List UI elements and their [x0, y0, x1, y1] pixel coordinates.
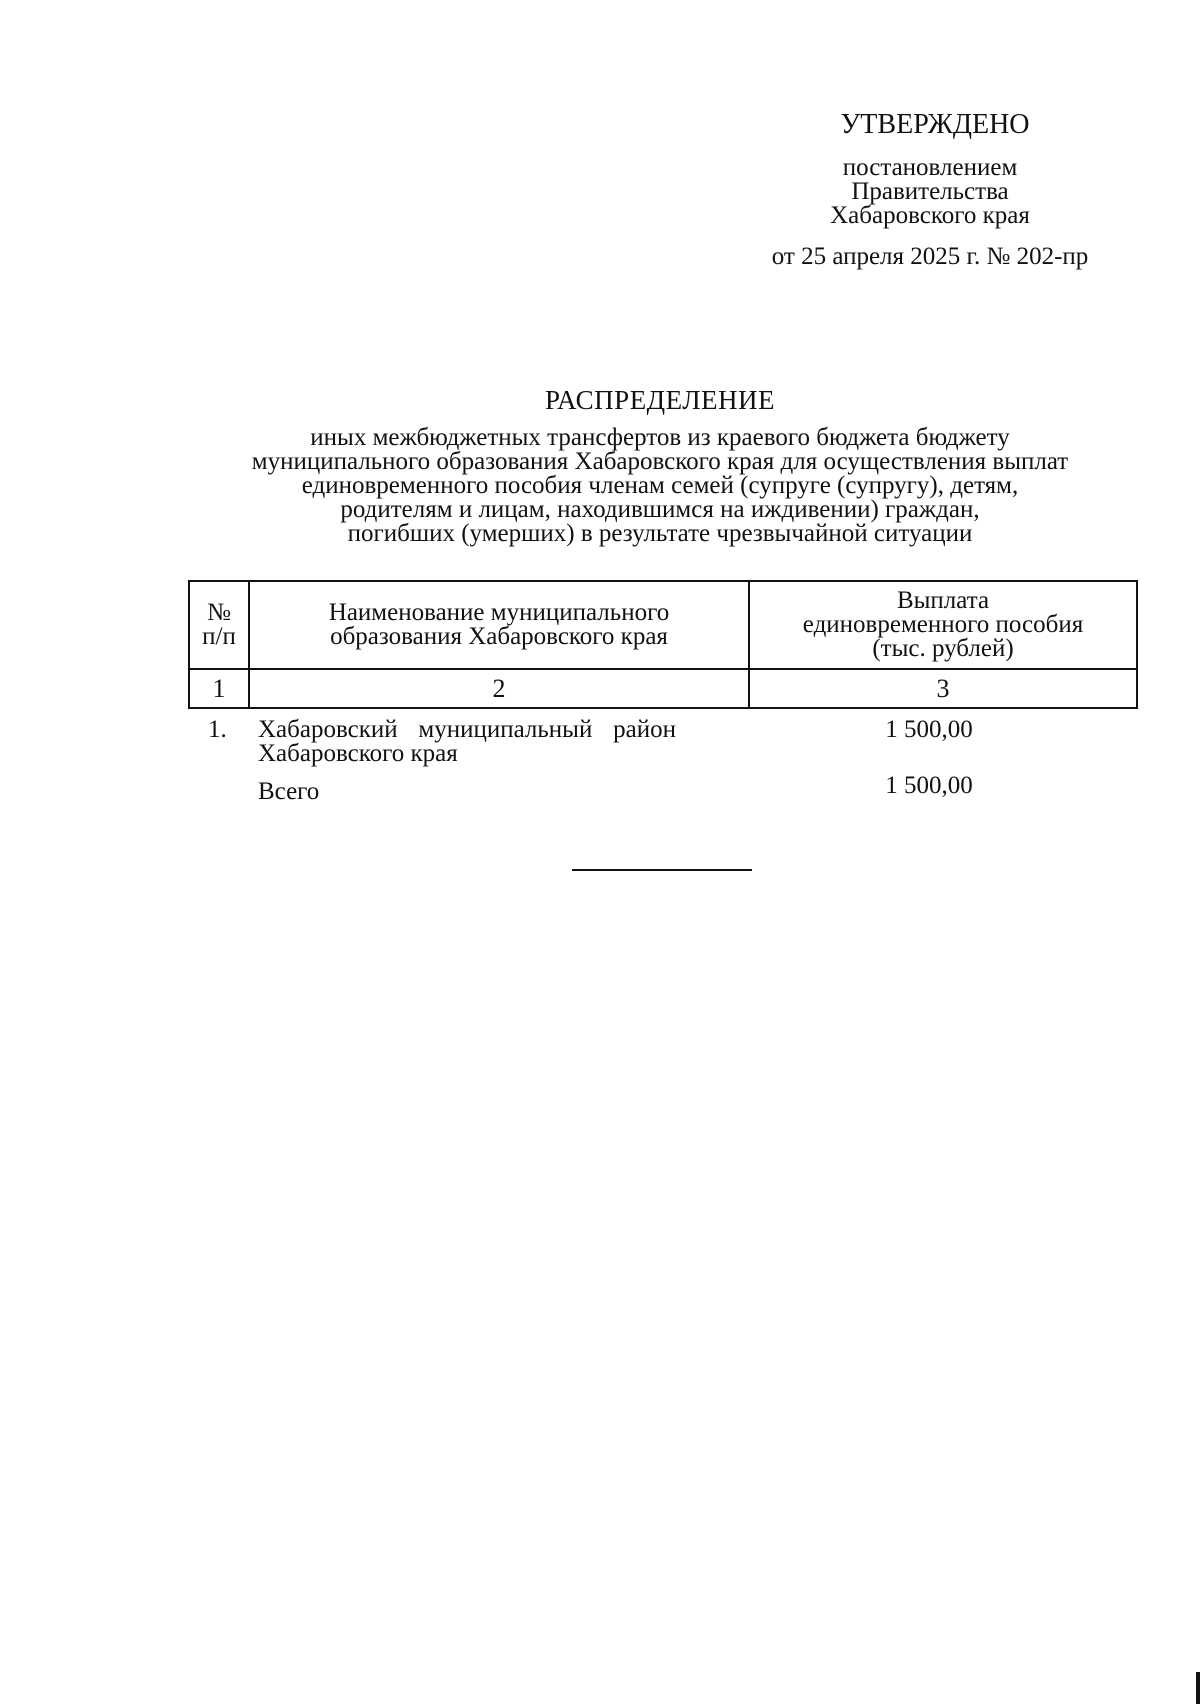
header-cell-number: № п/п — [189, 581, 249, 669]
column-number: 3 — [749, 669, 1137, 708]
scan-edge-mark — [1196, 1672, 1200, 1704]
approval-block — [720, 108, 1140, 272]
approval-heading: УТВЕРЖДЕНО — [840, 109, 1030, 140]
approval-line: постановлением — [842, 154, 1018, 181]
subtitle-line: погибших (умерших) в результате чрезвычайной ситуации — [347, 520, 973, 547]
approval-date: от 25 апреля 2025 г. № 202-пр — [771, 243, 1089, 270]
column-number: 1 — [189, 669, 249, 708]
subtitle-line: иных межбюджетных трансфертов из краевого бюджета бюджету — [310, 424, 1010, 451]
subtitle-line: родителям и лицам, находившимся на иждивении) граждан, — [340, 496, 980, 523]
column-number: 2 — [249, 669, 749, 708]
row-name-line: Хабаровского края — [258, 740, 458, 767]
row-name-word: Хабаровский — [258, 716, 398, 743]
header-cell-payment: Выплата единовременного пособия (тыс. рублей) — [749, 581, 1137, 669]
header-cell-name: Наименование муниципального образования Хабаровского края — [249, 581, 749, 669]
distribution-table-header — [188, 580, 1138, 709]
row-name-word: муниципальный — [418, 716, 593, 743]
column-number-row — [189, 669, 1137, 708]
row-value: 1 500,00 — [885, 716, 973, 743]
row-number: 1. — [208, 716, 227, 743]
table-header-row — [189, 581, 1137, 669]
approval-line: Хабаровского края — [830, 202, 1030, 229]
total-label: Всего — [258, 778, 320, 805]
total-value: 1 500,00 — [885, 772, 973, 799]
end-divider — [572, 869, 752, 871]
row-name — [258, 718, 676, 766]
subtitle-line: муниципального образования Хабаровского края для осуществления выплат — [251, 448, 1069, 475]
row-name-word: район — [613, 716, 676, 743]
document-title: РАСПРЕДЕЛЕНИЕ — [544, 385, 776, 415]
approval-line: Правительства — [851, 178, 1009, 205]
document-subtitle — [190, 426, 1130, 546]
subtitle-line: единовременного пособия членам семей (супруге (супругу), детям, — [301, 472, 1019, 499]
